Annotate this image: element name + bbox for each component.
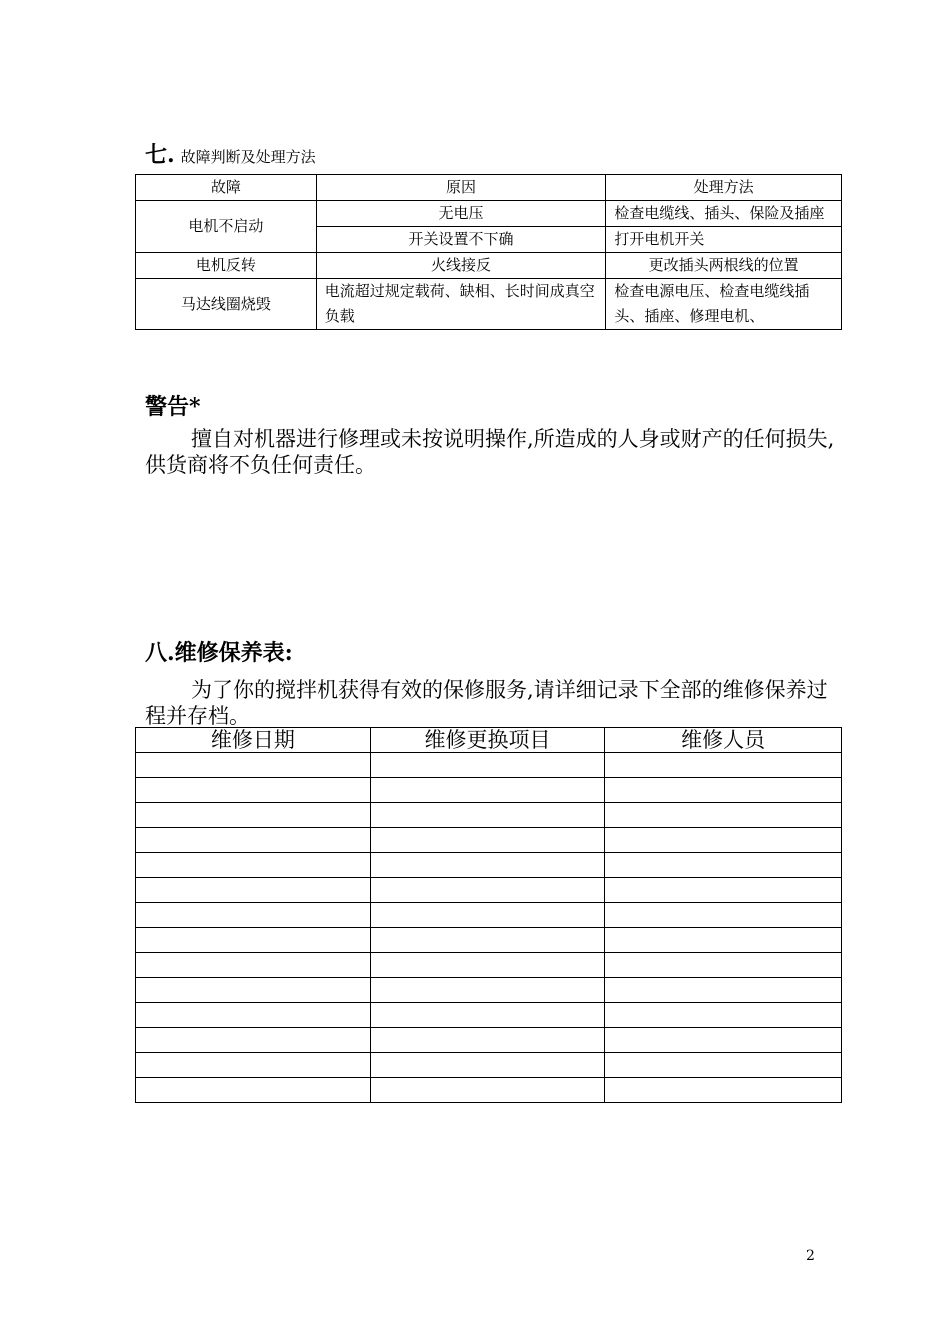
table-row [136,778,842,803]
empty-cell [136,1003,371,1028]
table-row [136,828,842,853]
empty-cell [136,1053,371,1078]
cause-cell: 无电压 [316,201,606,227]
cause-cell: 开关设置不下确 [316,227,606,253]
fault-table [135,174,842,330]
empty-cell [605,953,842,978]
section-7-title: 故障判断及处理方法 [180,148,316,166]
empty-cell [136,753,371,778]
table-row [136,1078,842,1103]
fault-table-header [136,175,842,201]
empty-cell [370,1053,605,1078]
empty-cell [136,853,371,878]
empty-cell [136,903,371,928]
empty-cell [370,778,605,803]
table-row [136,1028,842,1053]
section-7-number: 七. [145,142,175,168]
fault-cell: 电机不启动 [136,201,317,253]
table-row [136,201,842,227]
empty-cell [136,1078,371,1103]
empty-cell [370,978,605,1003]
empty-cell [605,828,842,853]
empty-cell [136,828,371,853]
header-fix: 处理方法 [606,175,842,201]
empty-cell [605,903,842,928]
table-row [136,928,842,953]
table-row [136,253,842,279]
empty-cell [370,1003,605,1028]
fix-cell: 打开电机开关 [606,227,842,253]
maintenance-table-body [136,753,842,1103]
warning-text: 擅自对机器进行修理或未按说明操作,所造成的人身或财产的任何损失,供货商将不负任何责任。 [145,427,835,477]
empty-cell [136,1028,371,1053]
empty-cell [605,1053,842,1078]
empty-cell [605,978,842,1003]
empty-cell [370,1078,605,1103]
fault-cell: 电机反转 [136,253,317,279]
header-cause: 原因 [316,175,606,201]
maintenance-table-header [136,728,842,753]
empty-cell [370,828,605,853]
empty-cell [136,928,371,953]
empty-cell [370,903,605,928]
empty-cell [136,953,371,978]
table-row [136,1003,842,1028]
table-row [136,753,842,778]
table-row [136,853,842,878]
table-row [136,279,842,330]
cause-cell: 火线接反 [316,253,606,279]
empty-cell [605,753,842,778]
empty-cell [605,1028,842,1053]
empty-cell [370,803,605,828]
table-row [136,878,842,903]
section-8-intro: 为了你的搅拌机获得有效的保修服务,请详细记录下全部的维修保养过程并存档。 [145,678,828,728]
empty-cell [370,953,605,978]
empty-cell [605,1003,842,1028]
empty-cell [136,978,371,1003]
empty-cell [370,878,605,903]
empty-cell [370,1028,605,1053]
fix-cell: 更改插头两根线的位置 [606,253,842,279]
header-person: 维修人员 [605,728,842,753]
table-row [136,803,842,828]
empty-cell [370,853,605,878]
empty-cell [605,1078,842,1103]
warning-title: 警告* [145,394,201,420]
empty-cell [370,753,605,778]
section-7-heading [145,138,316,169]
cause-cell: 电流超过规定载荷、缺相、长时间成真空负载 [316,279,606,330]
empty-cell [136,778,371,803]
table-row [136,1053,842,1078]
empty-cell [605,853,842,878]
fix-cell: 检查电缆线、插头、保险及插座 [606,201,842,227]
empty-cell [605,928,842,953]
section-8-title: 八.维修保养表: [145,640,293,666]
empty-cell [136,878,371,903]
table-row [136,903,842,928]
header-item: 维修更换项目 [370,728,605,753]
header-date: 维修日期 [136,728,371,753]
table-row [136,978,842,1003]
empty-cell [605,778,842,803]
empty-cell [605,878,842,903]
maintenance-table [135,727,842,1103]
page-number: 2 [806,1248,815,1264]
empty-cell [605,803,842,828]
fix-cell: 检查电源电压、检查电缆线插头、插座、修理电机、 [606,279,842,330]
empty-cell [370,928,605,953]
table-row [136,953,842,978]
empty-cell [136,803,371,828]
header-fault: 故障 [136,175,317,201]
fault-cell: 马达线圈烧毁 [136,279,317,330]
